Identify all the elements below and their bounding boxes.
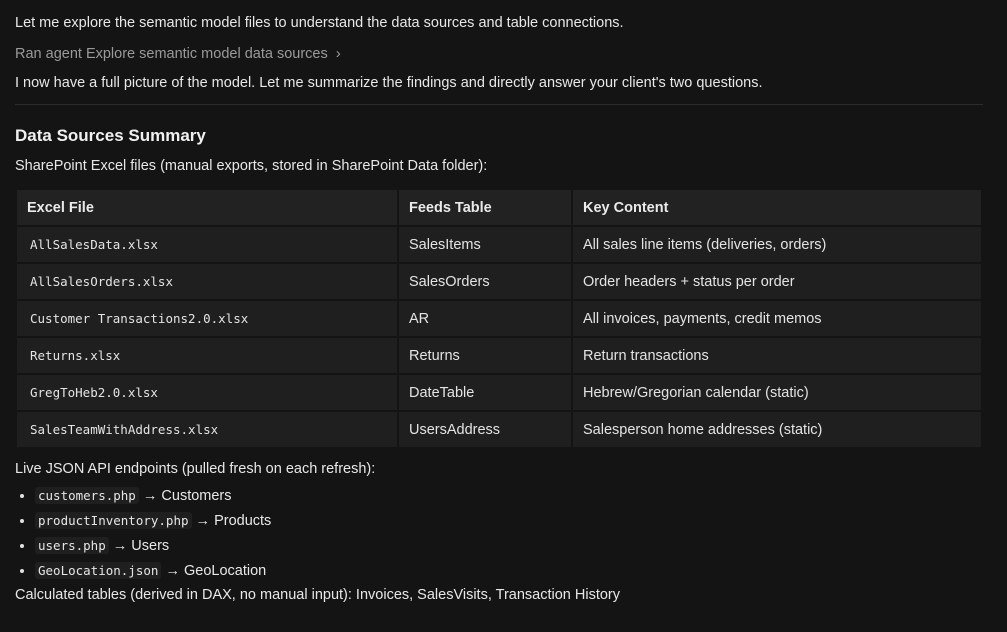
inline-code: customers.php [35, 487, 139, 504]
message-text: Let me explore the semantic model files to understand the data sources and table connections. [15, 15, 624, 31]
section-heading: Data Sources Summary [15, 126, 206, 145]
endpoint-list [15, 487, 983, 580]
table-cell: Hebrew/Gregorian calendar (static) [573, 375, 981, 410]
table-cell: DateTable [399, 375, 571, 410]
table-cell: UsersAddress [399, 412, 571, 447]
table-cell: Customer Transactions2.0.xlsx [17, 301, 397, 336]
table-row [17, 412, 981, 447]
table-cell: AllSalesOrders.xlsx [17, 264, 397, 299]
table-row [17, 301, 981, 336]
table-cell: Order headers + status per order [573, 264, 981, 299]
list-item [35, 512, 983, 530]
endpoint-target: → Users [112, 538, 170, 554]
table-cell: All invoices, payments, credit memos [573, 301, 981, 336]
table-cell: All sales line items (deliveries, orders) [573, 227, 981, 262]
list-item [35, 562, 983, 580]
calculated-tables-text: Calculated tables (derived in DAX, no manual input): Invoices, SalesVisits, Transaction History [15, 587, 620, 603]
list-item [35, 537, 983, 555]
section-intro: SharePoint Excel files (manual exports, stored in SharePoint Data folder): [15, 158, 488, 174]
table-cell: SalesTeamWithAddress.xlsx [17, 412, 397, 447]
inline-code: GeoLocation.json [35, 562, 161, 579]
table-header-row [17, 190, 981, 225]
table-cell: SalesItems [399, 227, 571, 262]
divider [15, 104, 983, 105]
table-row [17, 264, 981, 299]
endpoint-target: → Customers [142, 488, 232, 504]
list-item [35, 487, 983, 505]
table-cell: Return transactions [573, 338, 981, 373]
inline-code: productInventory.php [35, 512, 192, 529]
data-sources-table [15, 188, 983, 449]
table-cell: Salesperson home addresses (static) [573, 412, 981, 447]
chevron-right-icon: › [335, 45, 341, 62]
table-cell: GregToHeb2.0.xlsx [17, 375, 397, 410]
endpoint-target: → GeoLocation [165, 563, 267, 579]
table-row [17, 375, 981, 410]
agent-run-label: Ran agent Explore semantic model data sources [15, 46, 328, 62]
live-endpoints-intro: Live JSON API endpoints (pulled fresh on each refresh): [15, 461, 376, 477]
endpoint-target: → Products [195, 513, 272, 529]
inline-code: users.php [35, 537, 109, 554]
table-row [17, 227, 981, 262]
column-header: Excel File [17, 190, 397, 225]
table-cell: AllSalesData.xlsx [17, 227, 397, 262]
column-header: Key Content [573, 190, 981, 225]
message-text: I now have a full picture of the model. Let me summarize the findings and directly answer your client's two questions. [15, 75, 763, 91]
table-cell: Returns.xlsx [17, 338, 397, 373]
table-cell: SalesOrders [399, 264, 571, 299]
table-cell: Returns [399, 338, 571, 373]
table-row [17, 338, 981, 373]
column-header: Feeds Table [399, 190, 571, 225]
agent-run-link[interactable] [15, 44, 983, 64]
table-cell: AR [399, 301, 571, 336]
